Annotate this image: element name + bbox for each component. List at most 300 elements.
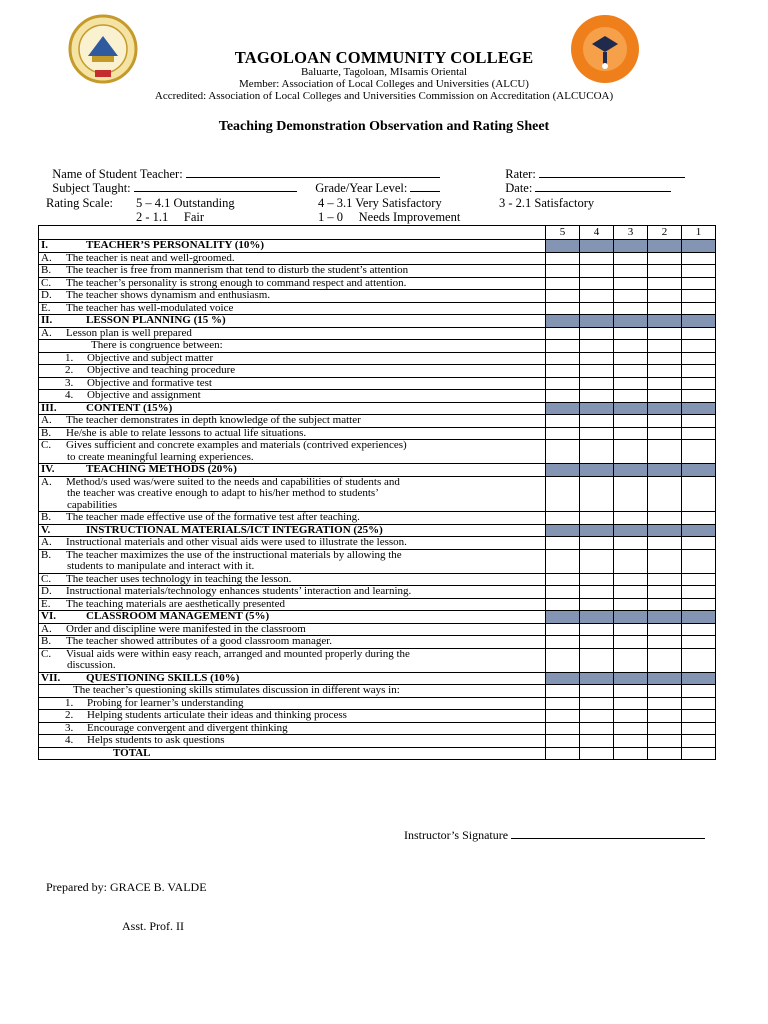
criterion-score-5[interactable] xyxy=(546,573,580,586)
criterion-description: Objective and formative test xyxy=(87,376,212,389)
criterion-score-3[interactable] xyxy=(614,636,648,649)
criterion-score-4[interactable] xyxy=(580,440,614,464)
criterion-row xyxy=(39,648,716,672)
criterion-score-1[interactable] xyxy=(682,512,716,525)
grade-label: Grade/Year Level: xyxy=(315,181,408,195)
criterion-score-4[interactable] xyxy=(580,390,614,403)
criterion-score-2[interactable] xyxy=(648,573,682,586)
total-row xyxy=(39,747,716,760)
criterion-score-1[interactable] xyxy=(682,648,716,672)
section-row xyxy=(39,402,716,415)
criterion-score-4[interactable] xyxy=(580,352,614,365)
criterion-label: 3. xyxy=(65,376,74,389)
criterion-score-1[interactable] xyxy=(682,352,716,365)
criterion-score-1[interactable] xyxy=(682,415,716,428)
criterion-row xyxy=(39,476,716,512)
criterion-description: The teaching materials are aesthetically presented xyxy=(66,597,285,610)
criterion-score-4[interactable] xyxy=(580,265,614,278)
criterion-label: B. xyxy=(41,264,52,276)
criterion-score-5[interactable] xyxy=(546,252,580,265)
section-score-2[interactable] xyxy=(648,464,682,477)
criterion-score-1[interactable] xyxy=(682,549,716,573)
section-score-5[interactable] xyxy=(546,315,580,328)
criterion-score-1[interactable] xyxy=(682,586,716,599)
criterion-score-4[interactable] xyxy=(580,512,614,525)
criterion-score-5[interactable] xyxy=(546,352,580,365)
table-header-row xyxy=(39,226,716,240)
criterion-description: The teacher is neat and well-groomed. xyxy=(66,251,235,264)
criterion-score-2[interactable] xyxy=(648,512,682,525)
criterion-label: A. xyxy=(41,475,52,488)
section-score-4[interactable] xyxy=(580,672,614,685)
criterion-score-4[interactable] xyxy=(580,302,614,315)
criterion-score-4[interactable] xyxy=(580,537,614,550)
criterion-score-3[interactable] xyxy=(614,252,648,265)
section-score-4[interactable] xyxy=(580,240,614,253)
section-score-3[interactable] xyxy=(614,524,648,537)
criterion-score-1[interactable] xyxy=(682,427,716,440)
college-address: Baluarte, Tagoloan, MIsamis Oriental xyxy=(300,66,468,78)
criterion-score-1[interactable] xyxy=(682,537,716,550)
criterion-score-5[interactable] xyxy=(546,697,580,710)
criterion-score-1[interactable] xyxy=(682,327,716,340)
criterion-score-4[interactable] xyxy=(580,277,614,290)
criterion-score-2[interactable] xyxy=(648,252,682,265)
total-score-1[interactable] xyxy=(682,747,716,760)
criterion-score-1[interactable] xyxy=(682,290,716,303)
criterion-score-3[interactable] xyxy=(614,377,648,390)
criterion-row xyxy=(39,265,716,278)
section-score-3[interactable] xyxy=(614,240,648,253)
criterion-description: Objective and teaching procedure xyxy=(87,364,236,376)
criterion-score-3[interactable] xyxy=(614,549,648,573)
section-score-2[interactable] xyxy=(648,611,682,624)
criterion-text xyxy=(39,697,546,710)
criterion-text xyxy=(39,265,546,278)
criterion-score-2[interactable] xyxy=(648,598,682,611)
criterion-score-4[interactable] xyxy=(580,735,614,748)
criterion-description: The teacher is free from mannerism that tend to disturb the student’s attention xyxy=(66,264,409,276)
criterion-score-3[interactable] xyxy=(614,327,648,340)
criterion-score-3[interactable] xyxy=(614,440,648,464)
section-score-4[interactable] xyxy=(580,464,614,477)
criterion-description: The teacher’s questioning skills stimulates discussion in different ways in: xyxy=(73,684,400,696)
criterion-label: C. xyxy=(41,439,52,451)
criterion-label: 2. xyxy=(65,709,74,721)
criterion-score-5[interactable] xyxy=(546,440,580,464)
criterion-score-1[interactable] xyxy=(682,710,716,723)
criterion-text xyxy=(39,352,546,365)
section-title: CLASSROOM MANAGEMENT (5%) xyxy=(86,610,270,622)
criterion-score-2[interactable] xyxy=(648,427,682,440)
criterion-score-4[interactable] xyxy=(580,573,614,586)
criterion-score-2[interactable] xyxy=(648,685,682,698)
criterion-score-5[interactable] xyxy=(546,586,580,599)
criterion-score-2[interactable] xyxy=(648,549,682,573)
criterion-score-4[interactable] xyxy=(580,623,614,636)
criterion-score-2[interactable] xyxy=(648,722,682,735)
criterion-score-5[interactable] xyxy=(546,340,580,353)
criterion-label: 2. xyxy=(65,364,74,376)
criterion-score-2[interactable] xyxy=(648,537,682,550)
criterion-score-5[interactable] xyxy=(546,512,580,525)
section-row xyxy=(39,315,716,328)
criterion-row xyxy=(39,512,716,525)
criterion-score-5[interactable] xyxy=(546,648,580,672)
criterion-score-2[interactable] xyxy=(648,277,682,290)
section-score-1[interactable] xyxy=(682,402,716,415)
scale-satisfactory: 3 - 2.1 Satisfactory xyxy=(499,196,595,210)
grade-blank[interactable] xyxy=(410,181,440,192)
criterion-score-2[interactable] xyxy=(648,365,682,378)
criterion-score-3[interactable] xyxy=(614,290,648,303)
criterion-score-3[interactable] xyxy=(614,537,648,550)
criterion-score-4[interactable] xyxy=(580,365,614,378)
criterion-score-4[interactable] xyxy=(580,710,614,723)
criterion-score-3[interactable] xyxy=(614,586,648,599)
criterion-score-4[interactable] xyxy=(580,290,614,303)
section-score-3[interactable] xyxy=(614,464,648,477)
criterion-label: A. xyxy=(41,536,52,548)
criterion-text xyxy=(39,573,546,586)
section-number: II. xyxy=(41,314,53,326)
criterion-label: B. xyxy=(41,548,52,561)
criterion-description: Objective and subject matter xyxy=(87,351,214,364)
section-score-4[interactable] xyxy=(580,524,614,537)
criterion-label: E. xyxy=(41,301,51,314)
criterion-description: Instructional materials/technology enhances students’ interaction and learning. xyxy=(66,585,412,597)
section-title: TEACHER’S PERSONALITY (10%) xyxy=(86,239,265,251)
section-score-3[interactable] xyxy=(614,315,648,328)
criterion-score-1[interactable] xyxy=(682,476,716,512)
criterion-text xyxy=(39,365,546,378)
criterion-score-1[interactable] xyxy=(682,573,716,586)
criterion-score-4[interactable] xyxy=(580,685,614,698)
criterion-score-5[interactable] xyxy=(546,365,580,378)
criterion-score-5[interactable] xyxy=(546,290,580,303)
criterion-score-3[interactable] xyxy=(614,685,648,698)
criterion-score-3[interactable] xyxy=(614,415,648,428)
date-blank[interactable] xyxy=(535,181,671,192)
total-text: TOTAL xyxy=(113,746,151,759)
criterion-score-3[interactable] xyxy=(614,302,648,315)
criterion-row xyxy=(39,697,716,710)
criterion-score-5[interactable] xyxy=(546,390,580,403)
scale-fair: 2 - 1.1 Fair xyxy=(136,210,205,224)
criterion-score-3[interactable] xyxy=(614,735,648,748)
total-score-5[interactable] xyxy=(546,747,580,760)
criterion-score-2[interactable] xyxy=(648,327,682,340)
criterion-score-1[interactable] xyxy=(682,623,716,636)
criterion-description: The teacher maximizes the use of the instructional materials by allowing the xyxy=(66,548,402,561)
section-score-5[interactable] xyxy=(546,672,580,685)
section-score-5[interactable] xyxy=(546,240,580,253)
section-score-4[interactable] xyxy=(580,611,614,624)
section-score-1[interactable] xyxy=(682,611,716,624)
criterion-label: E. xyxy=(41,597,51,610)
criterion-score-5[interactable] xyxy=(546,735,580,748)
criterion-score-4[interactable] xyxy=(580,340,614,353)
criterion-score-4[interactable] xyxy=(580,415,614,428)
criterion-description: Encourage convergent and divergent thinking xyxy=(87,721,288,734)
criterion-score-5[interactable] xyxy=(546,415,580,428)
criterion-text xyxy=(39,440,546,464)
criterion-text xyxy=(39,415,546,428)
rater-label: Rater: xyxy=(505,167,536,181)
criterion-row xyxy=(39,302,716,315)
criterion-score-2[interactable] xyxy=(648,265,682,278)
criterion-label: B. xyxy=(41,511,52,523)
criterion-score-2[interactable] xyxy=(648,352,682,365)
date-field[interactable] xyxy=(499,166,671,196)
instructor-signature[interactable] xyxy=(404,828,705,843)
form-title: Teaching Demonstration Observation and Rating Sheet xyxy=(218,119,550,134)
grade-field[interactable] xyxy=(309,166,440,196)
criterion-score-2[interactable] xyxy=(648,697,682,710)
criterion-description: There is congruence between: xyxy=(91,339,223,351)
section-row xyxy=(39,464,716,477)
criterion-score-1[interactable] xyxy=(682,735,716,748)
criterion-description: Method/s used was/were suited to the needs and capabilities of students and xyxy=(66,475,400,488)
criterion-score-1[interactable] xyxy=(682,252,716,265)
score-column-2: 2 xyxy=(648,226,682,240)
criterion-score-5[interactable] xyxy=(546,685,580,698)
criterion-continuation: students to manipulate and interact with it. xyxy=(67,560,255,572)
criterion-score-5[interactable] xyxy=(546,327,580,340)
section-score-3[interactable] xyxy=(614,611,648,624)
criterion-score-3[interactable] xyxy=(614,427,648,440)
criterion-score-1[interactable] xyxy=(682,365,716,378)
criterion-score-4[interactable] xyxy=(580,697,614,710)
criterion-score-2[interactable] xyxy=(648,735,682,748)
criterion-score-5[interactable] xyxy=(546,302,580,315)
criterion-score-4[interactable] xyxy=(580,598,614,611)
criterion-text xyxy=(39,252,546,265)
criterion-score-1[interactable] xyxy=(682,636,716,649)
criterion-score-2[interactable] xyxy=(648,302,682,315)
criterion-label: A. xyxy=(41,251,52,264)
date-label: Date: xyxy=(505,181,533,195)
criterion-score-1[interactable] xyxy=(682,697,716,710)
section-score-2[interactable] xyxy=(648,402,682,415)
criterion-text xyxy=(39,377,546,390)
scale-needs-improvement: 1 – 0 Needs Improvement xyxy=(318,210,461,224)
criterion-score-4[interactable] xyxy=(580,377,614,390)
criterion-score-2[interactable] xyxy=(648,415,682,428)
criterion-description: The teacher has well-modulated voice xyxy=(66,301,234,314)
criterion-label: 1. xyxy=(65,696,74,709)
section-title: QUESTIONING SKILLS (10%) xyxy=(86,671,240,684)
criterion-description: Visual aids were within easy reach, arranged and mounted properly during the xyxy=(66,647,410,660)
criterion-description: The teacher’s personality is strong enough to command respect and attention. xyxy=(66,276,407,289)
criterion-score-2[interactable] xyxy=(648,377,682,390)
criterion-score-2[interactable] xyxy=(648,586,682,599)
criterion-text xyxy=(39,537,546,550)
criterion-score-4[interactable] xyxy=(580,722,614,735)
section-heading xyxy=(39,611,546,624)
section-score-2[interactable] xyxy=(648,524,682,537)
total-score-4[interactable] xyxy=(580,747,614,760)
criterion-score-5[interactable] xyxy=(546,537,580,550)
criterion-score-3[interactable] xyxy=(614,722,648,735)
criterion-description: He/she is able to relate lessons to actual life situations. xyxy=(66,426,307,439)
section-number: IV. xyxy=(41,463,55,475)
criterion-score-4[interactable] xyxy=(580,327,614,340)
total-score-3[interactable] xyxy=(614,747,648,760)
section-heading xyxy=(39,672,546,685)
criterion-score-1[interactable] xyxy=(682,377,716,390)
criterion-description: Helping students articulate their ideas and thinking process xyxy=(87,709,347,721)
subject-blank[interactable] xyxy=(134,181,297,192)
section-score-4[interactable] xyxy=(580,402,614,415)
criterion-score-3[interactable] xyxy=(614,512,648,525)
criterion-row xyxy=(39,415,716,428)
section-score-1[interactable] xyxy=(682,240,716,253)
section-score-1[interactable] xyxy=(682,672,716,685)
criterion-score-1[interactable] xyxy=(682,390,716,403)
criterion-row xyxy=(39,277,716,290)
criterion-row xyxy=(39,327,716,340)
criterion-row xyxy=(39,623,716,636)
criterion-score-5[interactable] xyxy=(546,265,580,278)
criterion-text xyxy=(39,648,546,672)
section-score-2[interactable] xyxy=(648,672,682,685)
subject-field[interactable] xyxy=(46,166,297,196)
criterion-text xyxy=(39,427,546,440)
criterion-score-2[interactable] xyxy=(648,648,682,672)
section-score-5[interactable] xyxy=(546,464,580,477)
section-score-2[interactable] xyxy=(648,315,682,328)
criterion-score-3[interactable] xyxy=(614,390,648,403)
criterion-score-5[interactable] xyxy=(546,598,580,611)
criterion-text xyxy=(39,623,546,636)
criterion-score-3[interactable] xyxy=(614,623,648,636)
criterion-text xyxy=(39,476,546,512)
criterion-score-5[interactable] xyxy=(546,549,580,573)
section-score-2[interactable] xyxy=(648,240,682,253)
criterion-description: The teacher uses technology in teaching the lesson. xyxy=(66,572,292,585)
criterion-score-2[interactable] xyxy=(648,340,682,353)
criterion-label: 4. xyxy=(65,734,74,746)
criterion-score-2[interactable] xyxy=(648,476,682,512)
section-heading xyxy=(39,240,546,253)
criterion-description: Lesson plan is well prepared xyxy=(66,326,192,339)
section-score-4[interactable] xyxy=(580,315,614,328)
criterion-score-1[interactable] xyxy=(682,277,716,290)
criterion-score-2[interactable] xyxy=(648,440,682,464)
section-row xyxy=(39,611,716,624)
criterion-score-1[interactable] xyxy=(682,440,716,464)
criterion-text xyxy=(39,735,546,748)
criterion-score-1[interactable] xyxy=(682,265,716,278)
criterion-score-3[interactable] xyxy=(614,697,648,710)
criterion-score-4[interactable] xyxy=(580,427,614,440)
criterion-score-3[interactable] xyxy=(614,710,648,723)
criterion-score-4[interactable] xyxy=(580,252,614,265)
college-name: TAGOLOAN COMMUNITY COLLEGE xyxy=(234,48,534,67)
criterion-score-5[interactable] xyxy=(546,427,580,440)
section-row xyxy=(39,672,716,685)
criterion-score-4[interactable] xyxy=(580,636,614,649)
criterion-score-5[interactable] xyxy=(546,623,580,636)
section-score-1[interactable] xyxy=(682,315,716,328)
criterion-score-2[interactable] xyxy=(648,636,682,649)
criterion-row xyxy=(39,440,716,464)
scale-outstanding: 5 – 4.1 Outstanding xyxy=(136,196,235,210)
criterion-score-5[interactable] xyxy=(546,377,580,390)
criterion-score-4[interactable] xyxy=(580,586,614,599)
criterion-score-5[interactable] xyxy=(546,722,580,735)
criterion-score-3[interactable] xyxy=(614,277,648,290)
criterion-score-5[interactable] xyxy=(546,476,580,512)
criterion-text xyxy=(39,512,546,525)
criterion-score-4[interactable] xyxy=(580,476,614,512)
criterion-description: Order and discipline were manifested in the classroom xyxy=(66,622,306,635)
criterion-score-3[interactable] xyxy=(614,352,648,365)
criterion-score-5[interactable] xyxy=(546,636,580,649)
name-label: Name of Student Teacher: xyxy=(52,167,183,181)
criterion-score-4[interactable] xyxy=(580,549,614,573)
criterion-description: Probing for learner’s understanding xyxy=(87,696,244,709)
section-score-3[interactable] xyxy=(614,672,648,685)
criterion-score-1[interactable] xyxy=(682,302,716,315)
criterion-score-3[interactable] xyxy=(614,648,648,672)
section-score-1[interactable] xyxy=(682,464,716,477)
criterion-score-2[interactable] xyxy=(648,623,682,636)
section-score-3[interactable] xyxy=(614,402,648,415)
criterion-score-2[interactable] xyxy=(648,390,682,403)
section-number: VII. xyxy=(41,671,61,684)
criterion-label: 4. xyxy=(65,389,74,401)
criterion-score-2[interactable] xyxy=(648,290,682,303)
criterion-score-3[interactable] xyxy=(614,265,648,278)
section-score-5[interactable] xyxy=(546,524,580,537)
criterion-score-5[interactable] xyxy=(546,710,580,723)
criteria-header xyxy=(39,226,546,240)
section-number: V. xyxy=(41,523,51,536)
total-score-2[interactable] xyxy=(648,747,682,760)
section-score-5[interactable] xyxy=(546,611,580,624)
score-column-4: 4 xyxy=(580,226,614,240)
criterion-score-3[interactable] xyxy=(614,365,648,378)
section-score-1[interactable] xyxy=(682,524,716,537)
criterion-score-1[interactable] xyxy=(682,598,716,611)
section-number: VI. xyxy=(41,610,56,622)
criterion-score-3[interactable] xyxy=(614,573,648,586)
criterion-row xyxy=(39,735,716,748)
criterion-score-2[interactable] xyxy=(648,710,682,723)
section-title: INSTRUCTIONAL MATERIALS/ICT INTEGRATION (25%) xyxy=(86,523,383,536)
criterion-score-5[interactable] xyxy=(546,277,580,290)
section-heading xyxy=(39,402,546,415)
criterion-score-3[interactable] xyxy=(614,340,648,353)
section-title: TEACHING METHODS (20%) xyxy=(86,463,237,475)
criterion-score-1[interactable] xyxy=(682,722,716,735)
criterion-row xyxy=(39,390,716,403)
criterion-score-1[interactable] xyxy=(682,685,716,698)
signature-blank[interactable] xyxy=(511,828,705,839)
section-number: III. xyxy=(41,401,57,414)
criterion-label: B. xyxy=(41,635,52,647)
rating-scale-label: Rating Scale: xyxy=(46,196,113,210)
criterion-score-4[interactable] xyxy=(580,648,614,672)
criterion-score-1[interactable] xyxy=(682,340,716,353)
criterion-score-3[interactable] xyxy=(614,598,648,611)
criterion-text xyxy=(39,327,546,340)
section-heading xyxy=(39,524,546,537)
criterion-score-3[interactable] xyxy=(614,476,648,512)
section-score-5[interactable] xyxy=(546,402,580,415)
